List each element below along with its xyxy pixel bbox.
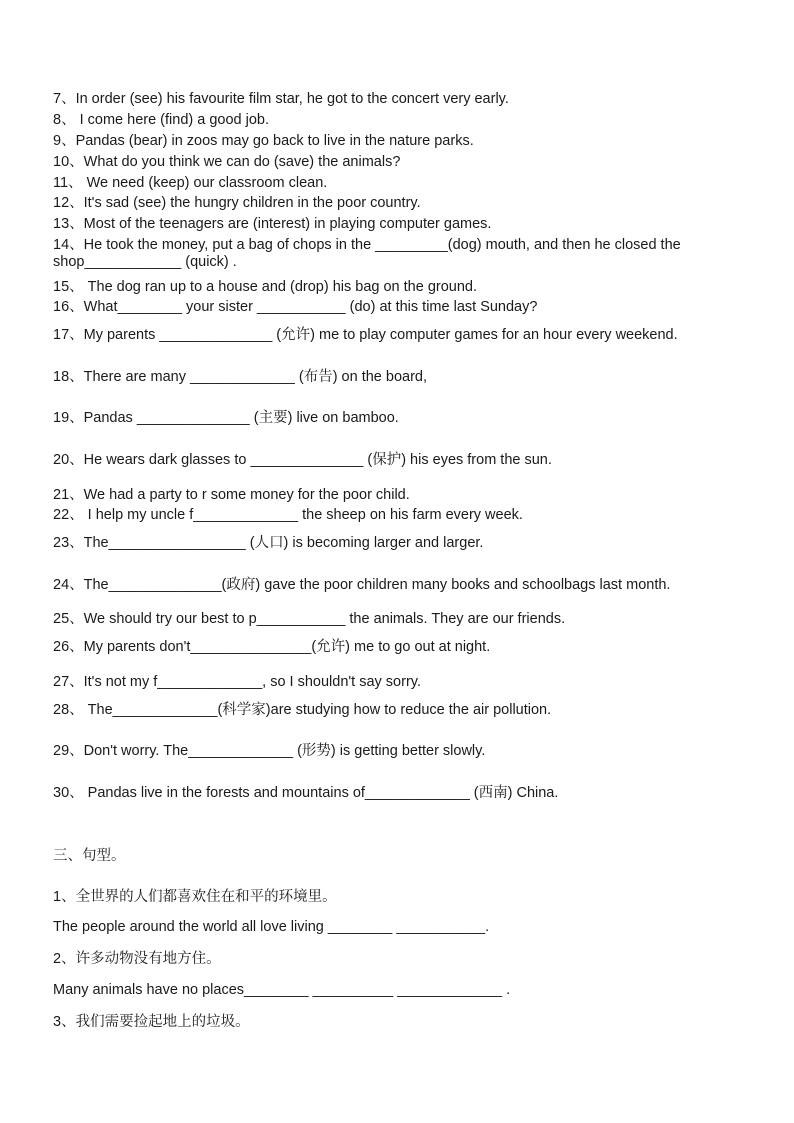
question-7: 7、In order (see) his favourite film star, he got to the concert very early. bbox=[53, 91, 509, 107]
question-23: 23、The_________________ (人口) is becoming larger and larger. bbox=[53, 535, 484, 551]
question-22: 22、 I help my uncle f_____________ the sheep on his farm every week. bbox=[53, 507, 523, 523]
sentence-2-english: Many animals have no places________ __________ _____________ . bbox=[53, 982, 511, 998]
question-12: 12、It's sad (see) the hungry children in the poor country. bbox=[53, 195, 421, 211]
section-heading: 三、句型。 bbox=[53, 848, 126, 864]
question-30: 30、 Pandas live in the forests and mountains of_____________ (西南) China. bbox=[53, 785, 559, 801]
sentence-1-chinese: 1、全世界的人们都喜欢住在和平的环境里。 bbox=[53, 889, 337, 905]
question-16: 16、What________ your sister ___________ (do) at this time last Sunday? bbox=[53, 299, 538, 315]
question-21: 21、We had a party to r some money for the poor child. bbox=[53, 487, 410, 503]
question-28: 28、 The_____________(科学家)are studying how to reduce the air pollution. bbox=[53, 702, 552, 718]
question-17: 17、My parents ______________ (允许) me to play computer games for an hour every weekend. bbox=[53, 327, 678, 343]
question-25: 25、We should try our best to p___________ the animals. They are our friends. bbox=[53, 611, 566, 627]
question-13: 13、Most of the teenagers are (interest) in playing computer games. bbox=[53, 216, 492, 232]
question-20: 20、He wears dark glasses to ______________ (保护) his eyes from the sun. bbox=[53, 452, 552, 468]
question-11: 11、 We need (keep) our classroom clean. bbox=[53, 175, 328, 191]
question-24: 24、The______________(政府) gave the poor children many books and schoolbags last month. bbox=[53, 577, 671, 593]
question-8: 8、 I come here (find) a good job. bbox=[53, 112, 270, 128]
sentence-3-chinese: 3、我们需要捡起地上的垃圾。 bbox=[53, 1014, 250, 1030]
question-27: 27、It's not my f_____________, so I shouldn't say sorry. bbox=[53, 674, 421, 690]
question-14: 14、He took the money, put a bag of chops in the _________(dog) mouth, and then he closed the shop____________ (quick) . bbox=[53, 237, 681, 270]
question-18: 18、There are many _____________ (布告) on the board, bbox=[53, 369, 428, 385]
question-19: 19、Pandas ______________ (主要) live on bamboo. bbox=[53, 410, 399, 426]
question-9: 9、Pandas (bear) in zoos may go back to live in the nature parks. bbox=[53, 133, 474, 149]
question-26: 26、My parents don't_______________(允许) me to go out at night. bbox=[53, 639, 491, 655]
question-29: 29、Don't worry. The_____________ (形势) is getting better slowly. bbox=[53, 743, 486, 759]
question-15: 15、 The dog ran up to a house and (drop) his bag on the ground. bbox=[53, 279, 478, 295]
sentence-2-chinese: 2、许多动物没有地方住。 bbox=[53, 951, 221, 967]
question-10: 10、What do you think we can do (save) the animals? bbox=[53, 154, 401, 170]
sentence-1-english: The people around the world all love living ________ ___________. bbox=[53, 919, 490, 935]
